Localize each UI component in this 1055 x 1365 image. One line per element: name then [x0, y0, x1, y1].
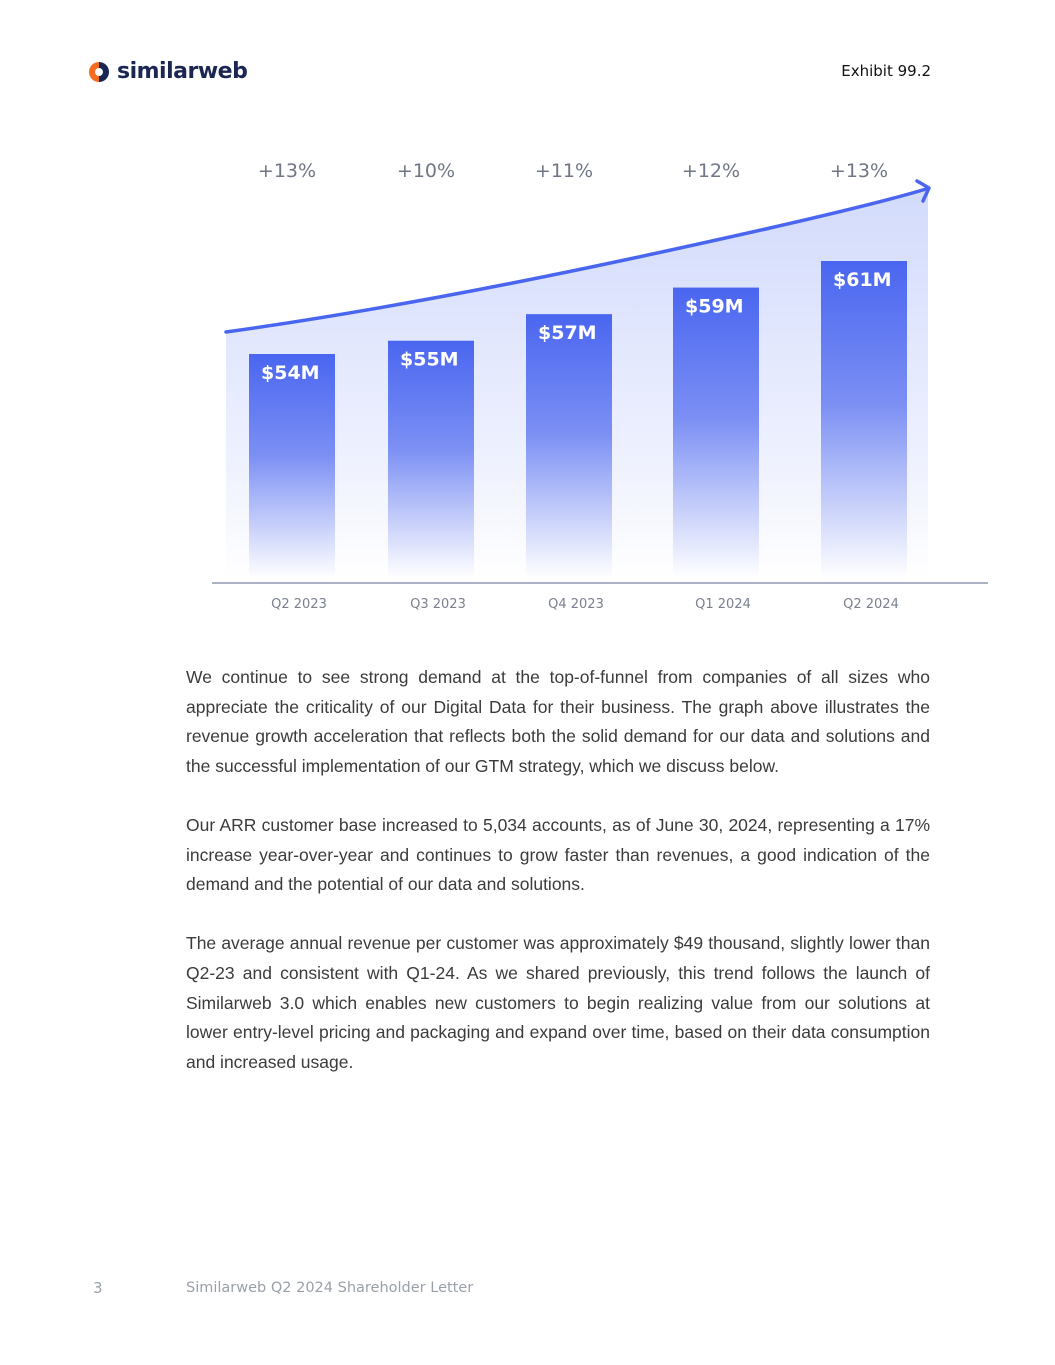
- growth-label: +11%: [534, 160, 594, 182]
- paragraph: Our ARR customer base increased to 5,034 accounts, as of June 30, 2024, representing a 17% increase year-over-year and continues to grow faster than revenues, a good indication of the demand and the potential of our data and solutions.: [186, 814, 930, 895]
- growth-label: +10%: [396, 160, 456, 182]
- bar-value-label: $61M: [833, 269, 892, 291]
- bar-q2-2023: [249, 354, 335, 578]
- bar-q1-2024: [673, 288, 759, 578]
- page-number: 3: [93, 1279, 103, 1297]
- exhibit-label: Exhibit 99.2: [841, 62, 931, 80]
- bar-q3-2023: [388, 341, 474, 578]
- x-tick-label: Q3 2023: [410, 597, 466, 612]
- bar-q4-2023: [526, 314, 612, 578]
- growth-label: +12%: [681, 160, 741, 182]
- x-tick-label: Q2 2024: [843, 597, 899, 612]
- bar-value-label: $54M: [261, 362, 320, 384]
- paragraph: We continue to see strong demand at the top-of-funnel from companies of all sizes who appreciate the criticality of our Digital Data for their business. The graph above illustrates the revenue growth acceleration that reflects both the solid demand for our data and solutions and the successful implementation of our GTM strategy, which we discuss below.: [186, 667, 930, 776]
- body-text: [186, 663, 930, 1107]
- brand-name: similarweb: [117, 59, 248, 84]
- footer-title: Similarweb Q2 2024 Shareholder Letter: [186, 1280, 474, 1296]
- bar-q2-2024: [821, 261, 907, 578]
- bar-value-label: $59M: [685, 295, 744, 318]
- growth-label: +13%: [257, 160, 317, 182]
- paragraph: The average annual revenue per customer was approximately $49 thousand, slightly lower than Q2-23 and consistent with Q1-24. As we shared previously, this trend follows the launch of Similarweb 3.0 which enables new customers to begin realizing value from our solutions at lower entry-level pricing and packaging and expand over time, based on their data consumption and increased usage.: [186, 933, 930, 1072]
- bar-value-label: $55M: [400, 348, 459, 371]
- growth-label: +13%: [829, 160, 889, 182]
- x-tick-label: Q2 2023: [271, 597, 327, 612]
- x-tick-label: Q4 2023: [548, 597, 604, 612]
- x-tick-label: Q1 2024: [695, 597, 751, 612]
- revenue-bar-chart: [0, 0, 1055, 640]
- bar-value-label: $57M: [538, 322, 597, 345]
